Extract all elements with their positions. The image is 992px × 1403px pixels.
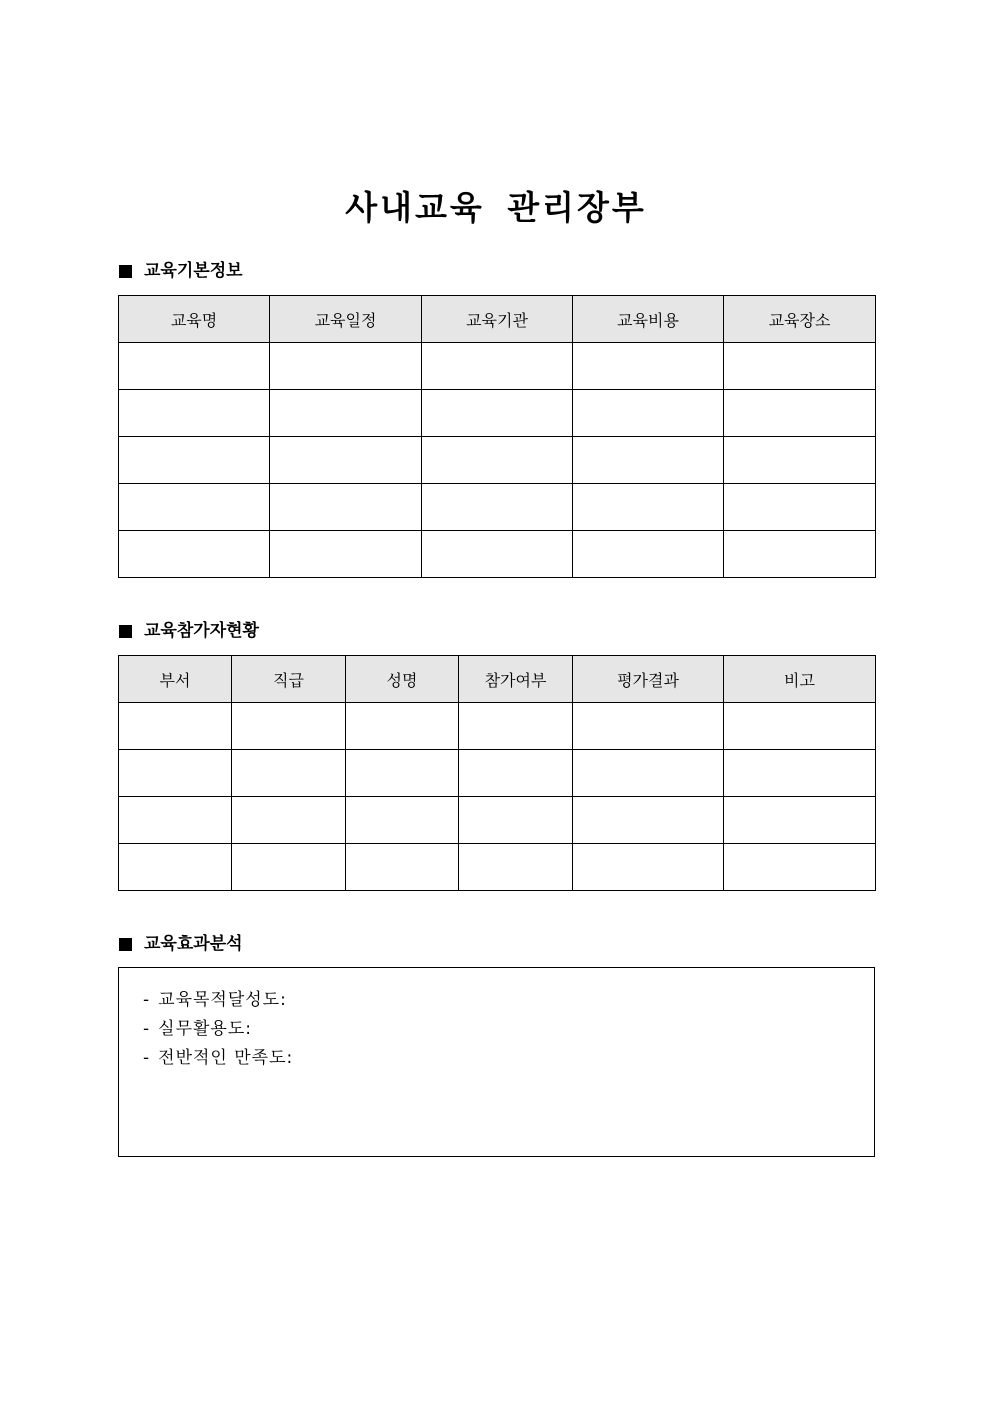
- table-cell[interactable]: [119, 437, 270, 484]
- table-cell[interactable]: [119, 531, 270, 578]
- square-bullet-icon: [119, 938, 132, 951]
- list-item: [143, 986, 874, 1015]
- table-cell[interactable]: [119, 484, 270, 531]
- table-cell[interactable]: [346, 797, 459, 844]
- table-row: [119, 390, 876, 437]
- table-cell[interactable]: [422, 437, 573, 484]
- column-header: 교육비용: [573, 296, 724, 343]
- table-cell[interactable]: [119, 343, 270, 390]
- table-header-row: [119, 296, 876, 343]
- column-header: 직급: [232, 656, 346, 703]
- table-row: [119, 703, 876, 750]
- table-cell[interactable]: [422, 531, 573, 578]
- square-bullet-icon: [119, 265, 132, 278]
- table-row: [119, 797, 876, 844]
- table-cell[interactable]: [724, 484, 876, 531]
- table-cell[interactable]: [232, 797, 346, 844]
- effect-analysis-list: [119, 968, 874, 1073]
- section-title: 교육기본정보: [144, 261, 243, 281]
- column-header: 부서: [119, 656, 232, 703]
- table-cell[interactable]: [573, 750, 724, 797]
- table-cell[interactable]: [573, 797, 724, 844]
- table-cell[interactable]: [270, 531, 422, 578]
- column-header: 교육기관: [422, 296, 573, 343]
- list-item: [143, 1044, 874, 1073]
- table-cell[interactable]: [346, 703, 459, 750]
- table-cell[interactable]: [724, 343, 876, 390]
- table-cell[interactable]: [724, 750, 876, 797]
- square-bullet-icon: [119, 625, 132, 638]
- column-header: 참가여부: [459, 656, 573, 703]
- basic-info-table: [118, 295, 876, 578]
- table-cell[interactable]: [459, 750, 573, 797]
- section-heading-effect-analysis: [119, 932, 243, 956]
- table-cell[interactable]: [724, 844, 876, 891]
- column-header: 평가결과: [573, 656, 724, 703]
- table-cell[interactable]: [232, 844, 346, 891]
- section-title: 교육효과분석: [144, 934, 243, 954]
- table-cell[interactable]: [119, 750, 232, 797]
- column-header: 성명: [346, 656, 459, 703]
- field-label: 교육목적달성도:: [158, 990, 287, 1010]
- table-row: [119, 844, 876, 891]
- table-cell[interactable]: [422, 343, 573, 390]
- column-header: 교육명: [119, 296, 270, 343]
- section-heading-basic-info: [119, 259, 243, 283]
- section-heading-participants: [119, 619, 259, 643]
- table-cell[interactable]: [422, 484, 573, 531]
- table-cell[interactable]: [724, 531, 876, 578]
- table-cell[interactable]: [270, 484, 422, 531]
- table-cell[interactable]: [724, 703, 876, 750]
- table-cell[interactable]: [459, 844, 573, 891]
- table-row: [119, 531, 876, 578]
- table-cell[interactable]: [232, 750, 346, 797]
- table-cell[interactable]: [573, 844, 724, 891]
- table-cell[interactable]: [232, 703, 346, 750]
- table-cell[interactable]: [270, 390, 422, 437]
- dash-marker: -: [143, 1048, 151, 1068]
- table-cell[interactable]: [573, 703, 724, 750]
- list-item: [143, 1015, 874, 1044]
- table-cell[interactable]: [573, 484, 724, 531]
- dash-marker: -: [143, 1019, 151, 1039]
- column-header: 교육일정: [270, 296, 422, 343]
- table-cell[interactable]: [573, 437, 724, 484]
- table-cell[interactable]: [119, 797, 232, 844]
- table-cell[interactable]: [119, 390, 270, 437]
- table-cell[interactable]: [270, 437, 422, 484]
- column-header: 교육장소: [724, 296, 876, 343]
- table-cell[interactable]: [270, 343, 422, 390]
- table-cell[interactable]: [119, 703, 232, 750]
- column-header: 비고: [724, 656, 876, 703]
- table-row: [119, 484, 876, 531]
- table-row: [119, 437, 876, 484]
- table-cell[interactable]: [724, 437, 876, 484]
- table-cell[interactable]: [724, 797, 876, 844]
- table-cell[interactable]: [459, 797, 573, 844]
- table-cell[interactable]: [119, 844, 232, 891]
- table-row: [119, 750, 876, 797]
- table-cell[interactable]: [573, 390, 724, 437]
- table-cell[interactable]: [346, 844, 459, 891]
- table-row: [119, 343, 876, 390]
- table-cell[interactable]: [573, 343, 724, 390]
- effect-analysis-box[interactable]: [118, 967, 875, 1157]
- document-title: 사내교육 관리장부: [345, 188, 647, 228]
- table-cell[interactable]: [573, 531, 724, 578]
- dash-marker: -: [143, 990, 151, 1010]
- table-cell[interactable]: [422, 390, 573, 437]
- table-cell[interactable]: [459, 703, 573, 750]
- field-label: 전반적인 만족도:: [158, 1048, 294, 1068]
- section-title: 교육참가자현황: [144, 621, 259, 641]
- participants-table: [118, 655, 876, 891]
- field-label: 실무활용도:: [158, 1019, 252, 1039]
- table-header-row: [119, 656, 876, 703]
- table-cell[interactable]: [724, 390, 876, 437]
- table-cell[interactable]: [346, 750, 459, 797]
